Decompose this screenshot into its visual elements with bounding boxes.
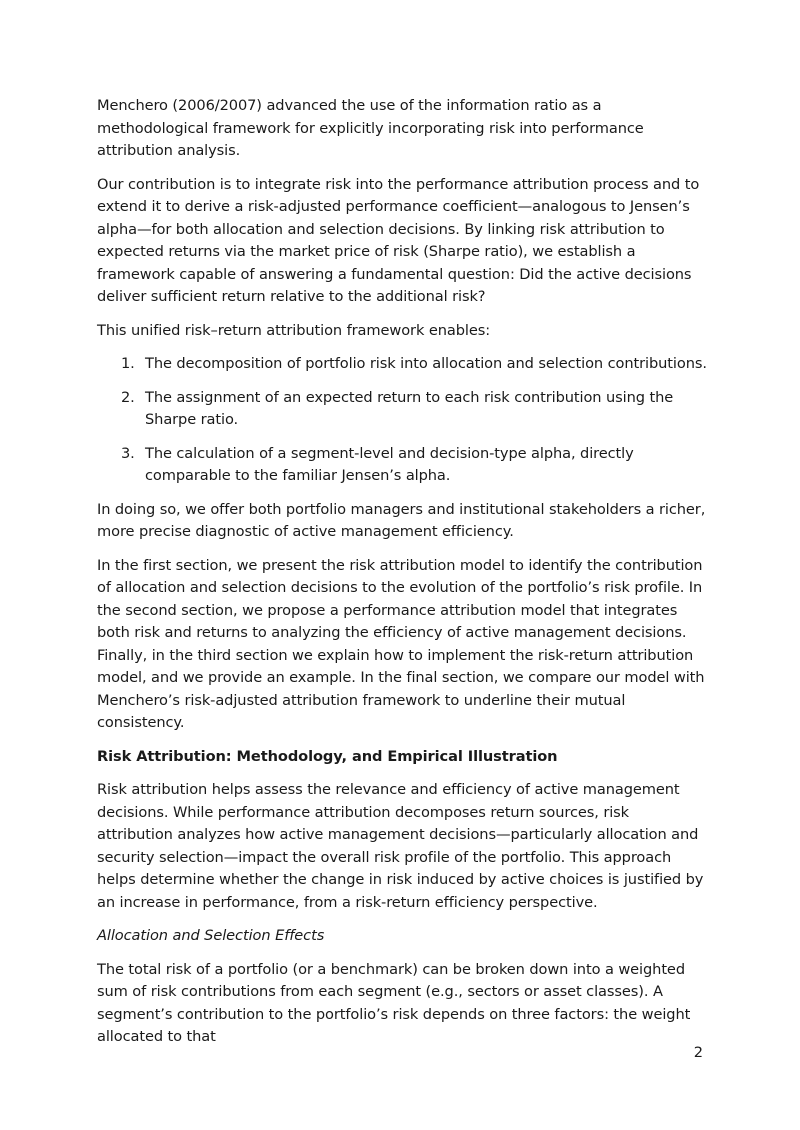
paragraph-total-risk: The total risk of a portfolio (or a benchmark) can be broken down into a weighted sum of risk contributions from each segment (e.g., sectors or asset classes). A segment’s contribution to the portfolio’s risk depends on three factors: the weight allocated to that bbox=[97, 960, 691, 1045]
page-number: 2 bbox=[693, 1044, 703, 1061]
list-item-text: The decomposition of portfolio risk into allocation and selection contributions. bbox=[145, 355, 707, 372]
subsection-heading: Allocation and Selection Effects bbox=[97, 927, 325, 944]
list-item-text: The calculation of a segment-level and decision-type alpha, directly comparable to the familiar Jensen’s alpha. bbox=[145, 444, 634, 484]
paragraph-diagnostic: In doing so, we offer both portfolio managers and institutional stakeholders a richer, more precise diagnostic of active management efficiency. bbox=[97, 500, 706, 540]
paragraph-menchero-intro: Menchero (2006/2007) advanced the use of the information ratio as a methodological framework for explicitly incorporating risk into performance attribution analysis. bbox=[97, 97, 644, 159]
paragraph-risk-attribution: Risk attribution helps assess the relevance and efficiency of active management decisions. While performance attribution decomposes return sources, risk attribution analyzes how active management decisions—particularly allocation and security selection—impact the overall risk profile of the portfolio. This approach helps determine whether the change in risk induced by active choices is justified by an increase in performance, from a risk-return efficiency perspective. bbox=[97, 781, 704, 911]
paragraph-contribution: Our contribution is to integrate risk into the performance attribution process and to extend it to derive a risk-adjusted performance coefficient—analogous to Jensen’s alpha—for both allocation and selection decisions. By linking risk attribution to expected returns via the market price of risk (Sharpe ratio), we establish a framework capable of answering a fundamental question: Did the active decisions deliver sufficient return relative to the additional risk? bbox=[97, 175, 700, 305]
numbered-list bbox=[97, 353, 707, 488]
paragraph-framework-enables: This unified risk–return attribution framework enables: bbox=[97, 321, 491, 339]
list-number: 3. bbox=[121, 444, 135, 462]
list-number: 1. bbox=[121, 355, 135, 372]
document-body bbox=[97, 95, 707, 1060]
paragraph-sections-overview: In the first section, we present the risk attribution model to identify the contribution of allocation and selection decisions to the evolution of the portfolio’s risk profile. In the second section, we propose a performance attribution model that integrates both risk and returns to analyzing the efficiency of active management decisions. Finally, in the third section we explain how to implement the risk-return attribution model, and we provide an example. In the final section, we compare our model with Menchero’s risk-adjusted attribution framework to underline their mutual consistency. bbox=[97, 556, 705, 731]
list-item-text: The assignment of an expected return to each risk contribution using the Sharpe ratio. bbox=[145, 388, 674, 428]
section-heading: Risk Attribution: Methodology, and Empirical Illustration bbox=[97, 747, 558, 765]
list-item bbox=[97, 443, 707, 488]
list-item bbox=[97, 353, 707, 376]
list-number: 2. bbox=[121, 388, 135, 406]
list-item bbox=[97, 387, 707, 432]
